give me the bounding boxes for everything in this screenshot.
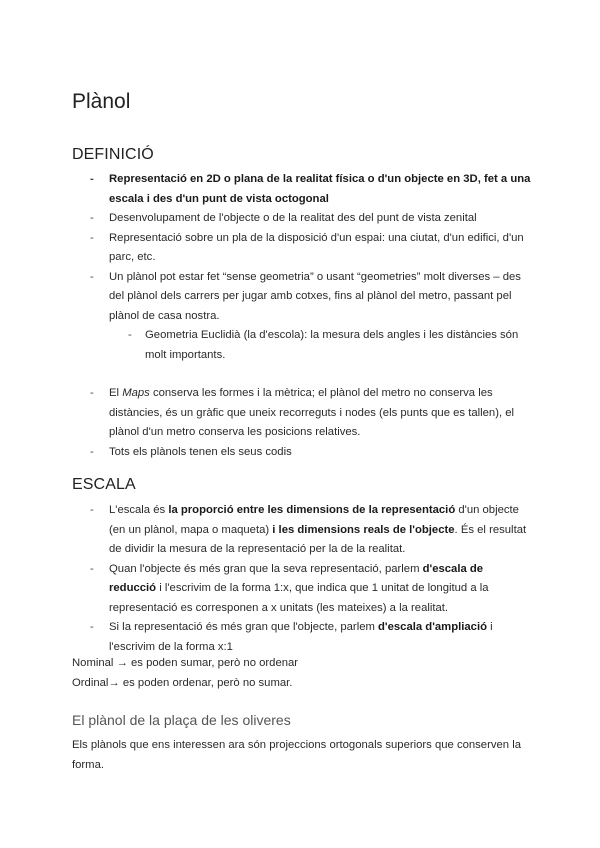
text: i l'escrivim de la forma x:1 bbox=[109, 621, 493, 653]
placa-paragraph: Els plànols que ens interessen ara són projeccions ortogonals superiors que conserven la forma. bbox=[72, 739, 522, 771]
text: d'un objecte (en un plànol, mapa o maqueta) bbox=[109, 504, 519, 536]
text: i l'escrivim de la forma 1:x, que indica que 1 unitat de longitud a la representació es corresponen a x unitats (les mateixes) a la realitat. bbox=[109, 582, 489, 614]
list-item: - Representació en 2D o plana de la realitat física o d'un objecte en 3D, fet a una escala i des d'un punt de vista octogonal bbox=[72, 170, 532, 209]
spacer bbox=[72, 365, 532, 384]
bold-text: d'escala d'ampliació bbox=[378, 621, 488, 633]
list-item: - Tots els plànols tenen els seus codis bbox=[72, 443, 532, 463]
list-item bbox=[72, 560, 532, 619]
text: . És el resultat de dividir la mesura de la representació per la de la realitat. bbox=[109, 523, 527, 555]
section-heading-escala: ESCALA bbox=[72, 476, 136, 493]
page-title: Plànol bbox=[72, 90, 131, 113]
list-item: - Un plànol pot estar fet “sense geometria” o usant “geometries” molt diverses – des del plànol dels carrers per jugar amb cotxes, fins al plànol del metro, passant pel plànol de casa nostra. bbox=[72, 268, 532, 327]
bold-text: i les dimensions reals de l'objecte bbox=[272, 523, 455, 536]
list-item bbox=[72, 618, 532, 657]
section-heading-placa: El plànol de la plaça de les oliveres bbox=[72, 712, 291, 728]
definicio-list bbox=[72, 170, 532, 462]
list-item: - Desenvolupament de l'objecte o de la realitat des del punt de vista zenital bbox=[72, 209, 532, 229]
bold-text: la proporció entre les dimensions de la representació bbox=[168, 504, 456, 516]
list-item-nested: - Geometria Euclidià (la d'escola): la mesura dels angles i les distàncies són molt importants. bbox=[72, 326, 532, 365]
ordinal-line: Ordinal→ es poden ordenar, però no sumar. bbox=[72, 677, 293, 689]
text: Quan l'objecte és més gran que la seva representació, parlem bbox=[109, 562, 423, 575]
escala-list bbox=[72, 501, 532, 657]
list-item bbox=[72, 384, 532, 443]
section-heading-definicio: DEFINICIÓ bbox=[72, 146, 154, 163]
text: conserva les formes i la mètrica; el plànol del metro no conserva les distàncies, és un gràfic que uneix recorreguts i nodes (els punts que es tallen), el plànol d'un metro conserva les posicions relatives. bbox=[109, 387, 515, 438]
text: Si la representació és més gran que l'objecte, parlem bbox=[109, 621, 379, 633]
bold-text: d'escala de reducció bbox=[109, 562, 484, 594]
list-item bbox=[72, 501, 532, 560]
maps-emphasis: Maps bbox=[122, 387, 150, 399]
list-item: - Representació sobre un pla de la disposició d'un espai: una ciutat, d'un edifici, d'un parc, etc. bbox=[72, 229, 532, 268]
nominal-line: Nominal → es poden sumar, però no ordenar bbox=[72, 657, 299, 669]
text: L'escala és bbox=[109, 504, 169, 516]
text: El bbox=[109, 387, 123, 399]
